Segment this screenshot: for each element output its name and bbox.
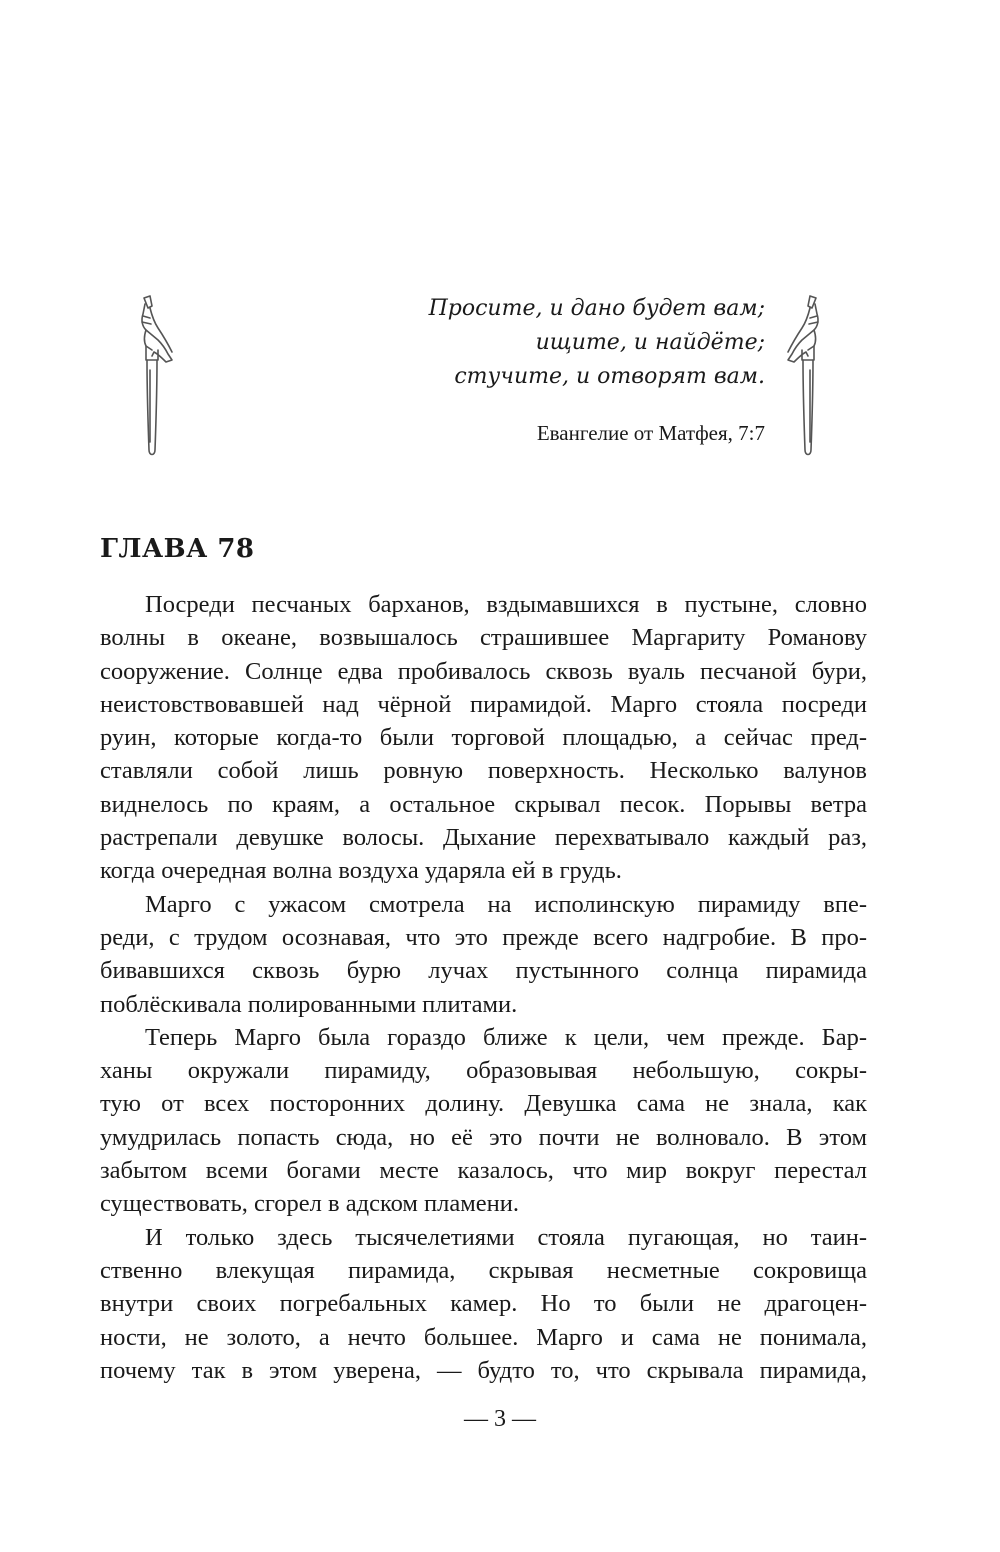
- text-line: умудрилась попасть сюда, но её это почти не волновало. В этом: [100, 1123, 867, 1151]
- ankh-staff-icon: [778, 292, 832, 460]
- text-line: ставляли собой лишь ровную поверхность. Несколько валунов: [100, 757, 867, 785]
- text-line: ственно влекущая пирамида, скрывая несметные сокровища: [100, 1256, 867, 1284]
- text-line: ханы окружали пирамиду, образовывая небольшую, сокры-: [100, 1057, 867, 1085]
- epigraph-source: Евангелие от Матфея, 7:7: [536, 421, 765, 445]
- chapter-title: ГЛАВА 78: [100, 534, 255, 564]
- text-line: неистовствовавшей над чёрной пирамидой. Марго стояла посреди: [100, 690, 867, 718]
- text-line: ности, не золото, а нечто большее. Марго и сама не понимала,: [100, 1323, 867, 1351]
- epigraph-line: ищите, и найдёте;: [535, 330, 765, 355]
- epigraph-line: стучите, и отворят вам.: [454, 364, 765, 389]
- text-line: реди, с трудом осознавая, что это прежде всего надгробие. В про-: [100, 923, 867, 951]
- text-line: руин, которые когда-то были торговой площадью, а сейчас пред-: [100, 724, 867, 752]
- text-line: внутри своих погребальных камер. Но то были не драгоцен-: [100, 1290, 867, 1318]
- epigraph-line: Просите, и дано будет вам;: [428, 296, 765, 321]
- paragraph: [100, 588, 867, 888]
- paragraph: [100, 888, 867, 1021]
- text-line: когда очередная волна воздуха ударяла ей в грудь.: [100, 857, 622, 885]
- paragraph: [100, 1021, 867, 1221]
- paragraph: [100, 1221, 867, 1387]
- text-line: почему так в этом уверена, — будто то, что скрывала пирамида,: [100, 1356, 867, 1384]
- text-line: Посреди песчаных барханов, вздымавшихся в пустыне, словно: [145, 591, 867, 618]
- text-line: растрепали девушке волосы. Дыхание перехватывало каждый раз,: [100, 824, 867, 852]
- text-line: сооружение. Солнце едва пробивалось сквозь вуаль песчаной бури,: [100, 657, 867, 685]
- text-line: забытом всеми богами месте казалось, что мир вокруг перестал: [100, 1157, 867, 1185]
- text-line: Теперь Марго была гораздо ближе к цели, чем прежде. Бар-: [145, 1023, 867, 1051]
- text-line: бивавшихся сквозь бурю лучах пустынного солнца пирамида: [100, 957, 867, 985]
- ankh-staff-left-svg: [128, 292, 182, 460]
- ankh-staff-right-svg: [778, 292, 832, 460]
- epigraph: [320, 292, 765, 448]
- text-line: поблёскивала полированными плитами.: [100, 990, 518, 1018]
- body-text: [100, 588, 867, 1387]
- text-line: Марго с ужасом смотрела на исполинскую пирамиду впе-: [145, 890, 867, 918]
- page-number: — 3 —: [464, 1406, 536, 1432]
- text-line: существовать, сгорел в адском пламени.: [100, 1190, 519, 1218]
- text-line: виднелось по краям, а остальное скрывал песок. Порывы ветра: [100, 790, 867, 818]
- text-line: волны в океане, возвышалось страшившее Маргариту Романову: [100, 624, 867, 652]
- text-line: И только здесь тысячелетиями стояла пугающая, но таин-: [145, 1223, 867, 1251]
- text-line: тую от всех посторонних долину. Девушка сама не знала, как: [100, 1090, 867, 1118]
- ankh-staff-icon: [128, 292, 182, 460]
